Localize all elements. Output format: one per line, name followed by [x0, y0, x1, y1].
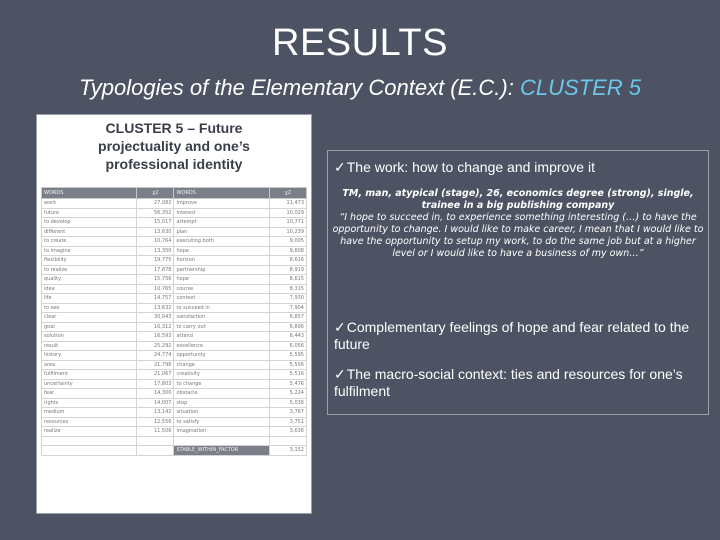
table-row — [42, 322, 307, 332]
chi2-cell: 17,803 — [137, 379, 174, 389]
word-cell: context — [174, 294, 269, 304]
word-cell: imagination — [174, 427, 269, 437]
word-cell: interest — [174, 208, 269, 218]
finding-point — [334, 159, 595, 176]
chi2-cell: 9,005 — [269, 237, 306, 247]
chi2-cell: 5,556 — [269, 360, 306, 370]
chi2-cell: 6,896 — [269, 322, 306, 332]
word-cell: improve — [174, 199, 269, 209]
word-cell: realize — [42, 427, 137, 437]
word-cell: flexibility — [42, 256, 137, 266]
chi2-cell: 17,878 — [137, 265, 174, 275]
chi2-cell: 16,593 — [137, 332, 174, 342]
word-cell: to develop — [42, 218, 137, 228]
word-cell: quality — [42, 275, 137, 285]
finding-point — [334, 366, 708, 400]
chi2-cell: 30,043 — [137, 313, 174, 323]
word-cell: to realize — [42, 265, 137, 275]
chi2-cell: 5,595 — [269, 351, 306, 361]
chi2-cell: 56,352 — [137, 208, 174, 218]
table-row — [42, 427, 307, 437]
chi2-cell: 14,007 — [137, 398, 174, 408]
word-cell: fear — [42, 389, 137, 399]
chi2-cell: 14,300 — [137, 389, 174, 399]
check-icon: ✓ — [334, 159, 346, 175]
word-cell: satisfaction — [174, 313, 269, 323]
word-cell: medium — [42, 408, 137, 418]
card-title-line: professional identity — [105, 156, 243, 172]
header-chi2: χ2 — [269, 188, 306, 199]
chi2-cell: 11,506 — [137, 427, 174, 437]
chi2-cell: 21,796 — [137, 360, 174, 370]
table-row — [42, 275, 307, 285]
word-cell: area — [42, 360, 137, 370]
word-cell: result — [42, 341, 137, 351]
table-row — [42, 284, 307, 294]
word-cell: to change — [174, 379, 269, 389]
chi2-cell: 25,292 — [137, 341, 174, 351]
page-title: RESULTS — [272, 22, 448, 64]
word-cell: stop — [174, 398, 269, 408]
chi2-cell: 12,556 — [137, 417, 174, 427]
table-body — [42, 199, 307, 456]
table-row — [42, 408, 307, 418]
table-row — [42, 370, 307, 380]
check-icon: ✓ — [334, 319, 346, 335]
table-row — [42, 341, 307, 351]
word-cell: to satisfy — [174, 417, 269, 427]
chi2-cell: 5,036 — [269, 398, 306, 408]
cluster-card — [36, 114, 312, 514]
word-cell: attempt — [174, 218, 269, 228]
chi2-cell: 8,616 — [269, 256, 306, 266]
chi2-cell: 9,608 — [269, 246, 306, 256]
table-row — [42, 351, 307, 361]
findings-panel — [327, 150, 709, 415]
table-row — [42, 199, 307, 209]
table-row — [42, 303, 307, 313]
card-title-line: CLUSTER 5 – Future — [105, 120, 243, 136]
word-cell: horizon — [174, 256, 269, 266]
table-row — [42, 218, 307, 228]
finding-point — [334, 319, 708, 353]
table-row — [42, 313, 307, 323]
chi2-cell: 19,775 — [137, 256, 174, 266]
chi2-cell: 13,142 — [137, 408, 174, 418]
word-cell: hope — [174, 246, 269, 256]
word-cell: to succeed in — [174, 303, 269, 313]
table-row — [42, 379, 307, 389]
word-cell: creativity — [174, 370, 269, 380]
word-cell: to carry out — [174, 322, 269, 332]
chi2-cell: 10,764 — [137, 237, 174, 247]
chi2-cell: 13,630 — [137, 227, 174, 237]
case-quote: “I hope to succeed in, to experience something interesting (…) to have the opportunity to change. I would like to make career, I mean that I would like to have the opportunity to setup my work, to do the same job but at a higher level or I would like to have a business of my own…” — [332, 212, 704, 259]
chi2-cell: 6,443 — [269, 332, 306, 342]
chi2-cell: 8,315 — [269, 284, 306, 294]
header-words: WORDS — [174, 188, 269, 199]
word-cell: to see — [42, 303, 137, 313]
card-title-line: projectuality and one’s — [98, 138, 250, 154]
word-cell: clear — [42, 313, 137, 323]
empty-cell — [42, 446, 137, 456]
chi2-cell: 10,239 — [269, 227, 306, 237]
case-excerpt — [332, 188, 704, 260]
chi2-cell: 24,774 — [137, 351, 174, 361]
word-cell: goal — [42, 322, 137, 332]
empty-cell — [174, 436, 269, 446]
word-cell: different — [42, 227, 137, 237]
empty-cell — [137, 446, 174, 456]
subtitle-accent: CLUSTER 5 — [519, 75, 642, 100]
header-words: WORDS — [42, 188, 137, 199]
chi2-cell: 14,757 — [137, 294, 174, 304]
word-cell: plan — [174, 227, 269, 237]
word-cell: to imagine — [42, 246, 137, 256]
page-subtitle — [0, 75, 720, 101]
finding-text: Complementary feelings of hope and fear related to the future — [334, 319, 690, 352]
table-row — [42, 256, 307, 266]
chi2-cell: 16,312 — [137, 322, 174, 332]
chi2-cell: 3,767 — [269, 408, 306, 418]
word-cell: obstacle — [174, 389, 269, 399]
word-cell: rights — [42, 398, 137, 408]
table-row — [42, 332, 307, 342]
word-cell: idea — [42, 284, 137, 294]
chi2-cell: 10,765 — [137, 284, 174, 294]
chi2-cell: 10,771 — [269, 218, 306, 228]
word-cell: attend — [174, 332, 269, 342]
table-spacer-row — [42, 436, 307, 446]
chi2-cell: 7,930 — [269, 294, 306, 304]
chi2-cell: 8,919 — [269, 265, 306, 275]
empty-cell — [42, 436, 137, 446]
table-row — [42, 294, 307, 304]
case-meta: TM, man, atypical (stage), 26, economics degree (strong), single, trainee in a big publishing company — [342, 188, 694, 211]
table-row — [42, 208, 307, 218]
chi2-cell: 3,751 — [269, 417, 306, 427]
chi2-cell: 7,904 — [269, 303, 306, 313]
chi2-cell: 27,082 — [137, 199, 174, 209]
chi2-cell: 3,636 — [269, 427, 306, 437]
table-footer-row — [42, 446, 307, 456]
table-row — [42, 246, 307, 256]
footer-label: STABLE_WITHIN_FACTOR — [174, 446, 269, 456]
word-cell: uncertainty — [42, 379, 137, 389]
chi2-cell: 11,473 — [269, 199, 306, 209]
word-cell: course — [174, 284, 269, 294]
word-cell: history — [42, 351, 137, 361]
card-title — [37, 119, 311, 173]
word-cell: partnership — [174, 265, 269, 275]
header-chi2: χ2 — [137, 188, 174, 199]
chi2-cell: 13,632 — [137, 303, 174, 313]
table-row — [42, 227, 307, 237]
subtitle-main: Typologies of the Elementary Context (E.C.): — [78, 75, 520, 100]
chi2-cell: 6,857 — [269, 313, 306, 323]
chi2-cell: 5,516 — [269, 370, 306, 380]
finding-text: The macro-social context: ties and resources for one’s fulfilment — [334, 366, 683, 399]
table-row — [42, 265, 307, 275]
table-row — [42, 389, 307, 399]
word-cell: opportunity — [174, 351, 269, 361]
chi2-cell: 13,350 — [137, 246, 174, 256]
check-icon: ✓ — [334, 366, 346, 382]
words-table — [41, 187, 307, 456]
table-header-row — [42, 188, 307, 199]
table-row — [42, 417, 307, 427]
word-cell: work — [42, 199, 137, 209]
footer-value: 3,152 — [269, 446, 306, 456]
word-cell: fulfilment — [42, 370, 137, 380]
word-cell: future — [42, 208, 137, 218]
word-cell: situation — [174, 408, 269, 418]
word-cell: solution — [42, 332, 137, 342]
table-row — [42, 360, 307, 370]
chi2-cell: 10,029 — [269, 208, 306, 218]
chi2-cell: 6,056 — [269, 341, 306, 351]
chi2-cell: 5,476 — [269, 379, 306, 389]
empty-cell — [137, 436, 174, 446]
finding-text: The work: how to change and improve it — [346, 159, 595, 175]
chi2-cell: 5,224 — [269, 389, 306, 399]
table-row — [42, 237, 307, 247]
word-cell: life — [42, 294, 137, 304]
word-cell: excellence — [174, 341, 269, 351]
word-cell: resources — [42, 417, 137, 427]
word-cell: hope — [174, 275, 269, 285]
word-cell: change — [174, 360, 269, 370]
empty-cell — [269, 436, 306, 446]
chi2-cell: 15,017 — [137, 218, 174, 228]
table-row — [42, 398, 307, 408]
chi2-cell: 21,067 — [137, 370, 174, 380]
word-cell: to create — [42, 237, 137, 247]
chi2-cell: 15,756 — [137, 275, 174, 285]
word-cell: executing both — [174, 237, 269, 247]
chi2-cell: 8,615 — [269, 275, 306, 285]
